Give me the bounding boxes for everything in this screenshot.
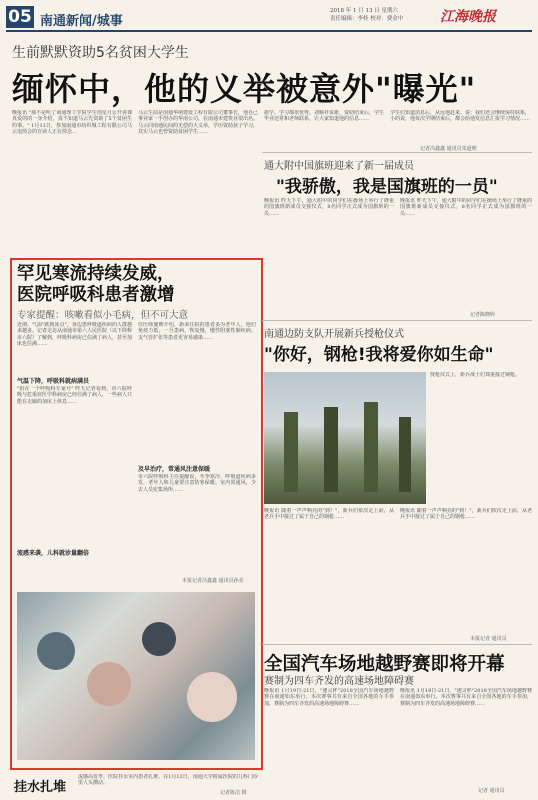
story3-column-2: 晚报讯 随着一声声响亮的"到！"，新兵们依次走上前，从老兵手中接过了属于自己的钢枪…… (400, 508, 532, 521)
story1-kicker: 生前默默资助5名贫困大学生 (12, 45, 189, 61)
bottom-byline: 记者陈洁 摄 (220, 790, 247, 796)
featured-subhead-2: 流感来袭，儿科就诊量翻倍 (17, 550, 90, 557)
section-title: 南通新闻/城事 (40, 14, 123, 29)
story1-column-1: 晚报讯 "那不是听了南通理工学院学生创星月公开讲课真爱的的一身介绍，真不知道马云先资助了5个贫困生的事。" 1月11日，参加南通市纺织城工程有限公司马云追悼会的宣读人正在悼念… (12, 110, 132, 136)
story1-headline: 缅怀中，他的义举被意外"曝光" (12, 70, 477, 108)
story3-headline: "你好，钢枪!我将爱你如生命" (264, 345, 494, 365)
featured-column-1b: "拍在一个呼吸科专家号" 昨天记者看到，市六院呼吸与危重症医学科病房已经住满了病人，一些病人只能在走廊的加床上休息…… (17, 386, 132, 405)
featured-column-2: 任医师施朝介绍，新来住院的患者多为老年人，他们免疫力低，一旦患病，恢复慢，慢性阻塞性肺疾病、支气管扩张等患者更容易感染…… (138, 322, 256, 341)
story4-column-2: 晚报讯 1月19日-21日，"速灵杯"2018全国汽车场地越野赛在南通如东举行。本次赛事共有来自全国各地的车手参加，赛制为四车齐发的高速场地障碍赛…… (400, 688, 532, 707)
soldier-figure (324, 407, 338, 492)
soldiers-photo (264, 372, 426, 504)
featured-title-line-2: 医院呼吸科患者激增 (17, 285, 175, 305)
featured-column-2b: 市六院呼吸科主任提醒说，冬季寒冷，呼吸道疾病多发，老年人和儿童要注意防寒保暖。室内常通风，少去人员密集场所…… (138, 474, 256, 493)
story2-column-1: 晚报讯 昨天下午，通大附中的同学们在操场上举行了隆重的国旗班新成员交接仪式，8名同学正式成为国旗班的一员…… (264, 198, 394, 217)
page-number: 05 (6, 6, 34, 28)
person-silhouette (142, 622, 176, 656)
story2-headline: "我骄傲，我是国旗班的一员" (276, 177, 498, 197)
soldier-figure (284, 412, 298, 492)
story1-byline: 记者冯鑫鑫 通讯员朱道理 (420, 146, 477, 152)
hospital-photo (17, 592, 255, 760)
story1-column-3: 据学、学习都很优秀。刘顺祥说新，资助结束后，学生毕业还常和老师联系，让大家知道他的信息…… (264, 110, 384, 123)
featured-story-subtitle: 专家提醒：咳嗽看似小毛病，但不可大意 (17, 310, 189, 321)
bottom-photo-headline: 挂水扎堆 (14, 780, 67, 795)
header-rule (6, 30, 532, 32)
story3-kicker: 南通边防支队开展新兵授枪仪式 (264, 329, 404, 340)
story4-kicker: 赛制为四车齐发的高速场地障碍赛 (264, 676, 414, 687)
story3-byline: 本报记者 通讯员 (470, 636, 507, 642)
story4-headline: 全国汽车场地越野赛即将开幕 (264, 654, 505, 675)
featured-byline: 本报记者冯鑫鑫 通讯员孙美 (182, 578, 244, 584)
story4-column-1: 晚报讯 1月19日-21日，"速灵杯"2018全国汽车场地越野赛在南通如东举行。本次赛事共有来自全国各地的车手参加，赛制为四车齐发的高速场地障碍赛…… (264, 688, 394, 707)
person-silhouette (37, 632, 75, 670)
featured-title-line-1: 罕见寒流持续发威， (17, 264, 175, 284)
person-silhouette (187, 672, 237, 722)
soldier-figure (399, 417, 411, 492)
header-date: 2018 年 1 月 13 日 星期六 (330, 8, 398, 14)
bottom-photo-caption: 流感高发季，医院挂水室内患者扎堆。在1月12日，南通大学附属医院的儿科门诊里人头攒动。 (78, 774, 258, 787)
story1-column-4: 学生们知道消息后，从远地赶来。说：我们还会继续保持联系，小的说，他每次学期结束后，都会给他发信息汇报学习情况…… (390, 110, 530, 123)
story2-byline: 记者陈晓婷 (470, 312, 496, 318)
featured-column-1: 近期，气温"跌到冰点"，身边患呼吸道疾病的人群越来越多。记者走访从南通市第六人民医院（以下简称市六院）了解到，呼吸科病房已住满了病人，甚至加床也住满…… (17, 322, 132, 348)
story2-kicker: 通大附中国旗班迎来了新一届成员 (264, 161, 414, 172)
story4-byline: 记者 通讯员 (478, 788, 505, 794)
header-editor: 责任编辑：李桂 校对：费金中 (330, 16, 404, 22)
featured-story-title (17, 264, 175, 306)
story2-column-2: 晚报讯 昨天下午，通大附中的同学们在操场上举行了隆重的国旗班新成员交接仪式，8名同学正式成为国旗班的一员…… (400, 198, 532, 217)
person-silhouette (87, 662, 131, 706)
featured-subhead-1: 气温下降，呼吸科就病满员 (17, 378, 90, 385)
divider (262, 320, 532, 321)
divider (262, 152, 532, 153)
soldier-figure (364, 402, 378, 492)
story1-column-2: 马云生前是南通华纳建设工程有限公司董事长，他自己事业家一手创办的华南公司，在南通市建筑业很出名。马云同南通民间的无偿的大义举，学历资助孩子学习，其实马云也曾资助贫困学生…… (138, 110, 258, 136)
divider (262, 644, 532, 645)
story3-column-1: 晚报讯 随着一声声响亮的"到！"，新兵们依次走上前，从老兵手中接过了属于自己的钢枪…… (264, 508, 394, 521)
featured-subhead-3: 及早治疗，常通风注意保暖 (138, 466, 211, 473)
newspaper-logo: 江海晚报 (440, 9, 496, 25)
soldiers-photo-caption: 授枪仪式上，新兵战士们郑重接过钢枪。 (430, 372, 521, 378)
